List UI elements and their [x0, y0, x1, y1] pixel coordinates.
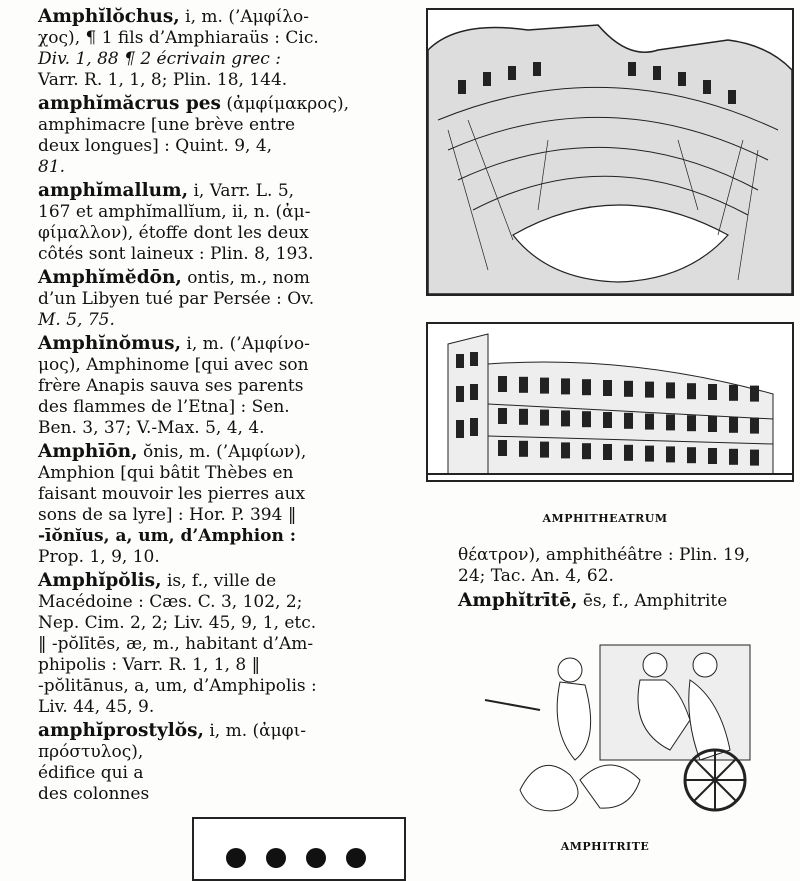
entry-line: μος), Amphinome [qui avec son	[38, 355, 309, 375]
entry-amphimallum	[38, 180, 400, 265]
arch-opening	[708, 416, 717, 432]
headword: Amphĭmĕdōn,	[38, 267, 182, 288]
amphitrite-illustration	[480, 640, 770, 825]
text-line: 24; Tac. An. 4, 62.	[458, 566, 614, 586]
arch-opening	[540, 410, 549, 426]
entry-line: is, f., ville de	[166, 571, 277, 591]
caption-amphitrite: AMPHITRITE	[560, 840, 650, 853]
entry-line: édifice qui a	[38, 763, 144, 783]
entry-line: -pŏlitānus, a, um, d’Amphipolis :	[38, 676, 317, 696]
arch-opening	[729, 417, 738, 433]
left-column	[38, 6, 400, 807]
continuation-text	[458, 545, 798, 587]
entry-line: frère Anapis sauva ses parents	[38, 376, 304, 396]
entry-line: des flammes de l’Etna] : Sen.	[38, 397, 290, 417]
arch-opening	[540, 378, 549, 394]
entry-line: Prop. 1, 9, 10.	[38, 547, 160, 567]
column-dot	[226, 848, 246, 868]
entry-amphitrite	[458, 590, 798, 612]
entry-line: 167 et amphĭmallĭum, ii, n. (ἀμ-	[38, 202, 311, 222]
column-dot	[306, 848, 326, 868]
arch-opening	[603, 412, 612, 428]
entry-line: Liv. 44, 45, 9.	[38, 697, 155, 717]
entry-line: faisant mouvoir les pierres aux	[38, 484, 306, 504]
entry-line: Nep. Cim. 2, 2; Liv. 45, 9, 1, etc.	[38, 613, 317, 633]
headword: amphĭprostylŏs,	[38, 720, 204, 741]
arch-opening	[519, 409, 528, 425]
entry-line: i, m. (’Αμφίνο-	[186, 334, 310, 354]
arch-opening	[519, 441, 528, 457]
arch-opening	[561, 442, 570, 458]
arch-opening	[498, 440, 507, 456]
entry-line: sons de sa lyre] : Hor. P. 394 ‖	[38, 505, 297, 525]
entry-line: ēs, f., Amphitrite	[582, 591, 728, 611]
arch-opening	[708, 384, 717, 400]
amphitrite-drawing	[480, 640, 770, 825]
arch-opening	[666, 382, 675, 398]
arch-opening	[624, 381, 633, 397]
entry-amphimacrus	[38, 93, 400, 178]
entry-line: 81.	[38, 157, 66, 177]
entry-line: ‖ -pŏlītēs, æ, m., habitant d’Am-	[38, 634, 314, 654]
entry-line: φίμαλλον), étoffe dont les deux	[38, 223, 309, 243]
entry-line: -īŏnĭus, a, um, d’Amphion :	[38, 526, 297, 546]
column-dot	[266, 848, 286, 868]
entry-line: deux longues] : Quint. 9, 4,	[38, 136, 273, 156]
entry-line: χος), ¶ 1 fils d’Amphiaraüs : Cic.	[38, 28, 319, 48]
arch-opening	[624, 413, 633, 429]
arch-opening	[582, 411, 591, 427]
entry-line: i, m. (’Αμφίλο-	[185, 7, 309, 27]
entry-line: Varr. R. 1, 1, 8; Plin. 18, 144.	[38, 70, 288, 90]
arch-opening	[687, 383, 696, 399]
arch-opening	[603, 380, 612, 396]
arch-opening	[603, 444, 612, 460]
headword: Amphĭpŏlis,	[38, 570, 162, 591]
entry-line: des colonnes	[38, 784, 150, 804]
colosseum-drawing	[428, 324, 792, 480]
entry-line: i, Varr. L. 5,	[193, 181, 295, 201]
entry-line: Div. 1, 88 ¶ 2 écrivain grec :	[38, 49, 281, 69]
arch-opening	[582, 443, 591, 459]
arch-opening	[666, 414, 675, 430]
arch-opening	[498, 408, 507, 424]
arena-drawing	[428, 10, 792, 294]
amphiprostylos-diagram	[192, 817, 406, 881]
entry-amphipolis	[38, 570, 400, 718]
arch-opening	[624, 445, 633, 461]
caption-amphitheatrum: AMPHITHEATRUM	[542, 512, 668, 525]
colosseum-exterior-illustration	[426, 322, 794, 482]
entry-line: Macédoine : Cæs. C. 3, 102, 2;	[38, 592, 303, 612]
entry-line: phipolis : Varr. R. 1, 1, 8 ‖	[38, 655, 261, 675]
entry-line: i, m. (ἀμφι-	[209, 721, 306, 741]
headword: Amphĭtrītē,	[458, 590, 578, 611]
arch-opening	[687, 447, 696, 463]
entry-line: Ben. 3, 37; V.-Max. 5, 4, 4.	[38, 418, 265, 438]
arch-opening	[561, 410, 570, 426]
headword: amphĭmăcrus pes	[38, 93, 221, 114]
entry-line: Amphion [qui bâtit Thèbes en	[38, 463, 294, 483]
arch-opening	[582, 379, 591, 395]
arch-opening	[645, 382, 654, 398]
headword: Amphĭlŏchus,	[38, 6, 180, 27]
arch-opening	[498, 376, 507, 392]
arena-interior-illustration	[426, 8, 794, 296]
entry-line: côtés sont laineux : Plin. 8, 193.	[38, 244, 314, 264]
text-line: θέατρον), amphithéâtre : Plin. 19,	[458, 545, 751, 565]
entry-line: (ἀμφίμακρος),	[226, 94, 350, 114]
headword: amphĭmallum,	[38, 180, 189, 201]
arch-opening	[729, 449, 738, 465]
entry-line: d’un Libyen tué par Persée : Ov.	[38, 289, 315, 309]
arch-opening	[687, 415, 696, 431]
arch-opening	[708, 448, 717, 464]
arch-opening	[666, 446, 675, 462]
entry-amphimedon	[38, 267, 400, 331]
right-column	[410, 0, 800, 869]
headword: Amphĭnŏmus,	[38, 333, 182, 354]
arch-opening	[540, 442, 549, 458]
arch-opening	[729, 385, 738, 401]
entry-line: ontis, m., nom	[187, 268, 310, 288]
entry-line: M. 5, 75.	[38, 310, 115, 330]
entry-amphinomus	[38, 333, 400, 439]
arch-opening	[645, 446, 654, 462]
entry-line: ŏnis, m. (’Αμφίων),	[142, 442, 307, 462]
arch-opening	[750, 450, 759, 466]
arch-opening	[750, 386, 759, 402]
headword: Amphīōn,	[38, 441, 138, 462]
arch-opening	[645, 414, 654, 430]
arch-opening	[750, 418, 759, 434]
entry-amphion	[38, 441, 400, 568]
entry-line: πρόστυλος),	[38, 742, 144, 762]
entry-amphilochus	[38, 6, 400, 91]
column-dot	[346, 848, 366, 868]
arch-opening	[519, 377, 528, 393]
arch-opening	[561, 378, 570, 394]
entry-amphiprostylos	[38, 720, 400, 805]
entry-line: amphimacre [une brève entre	[38, 115, 296, 135]
